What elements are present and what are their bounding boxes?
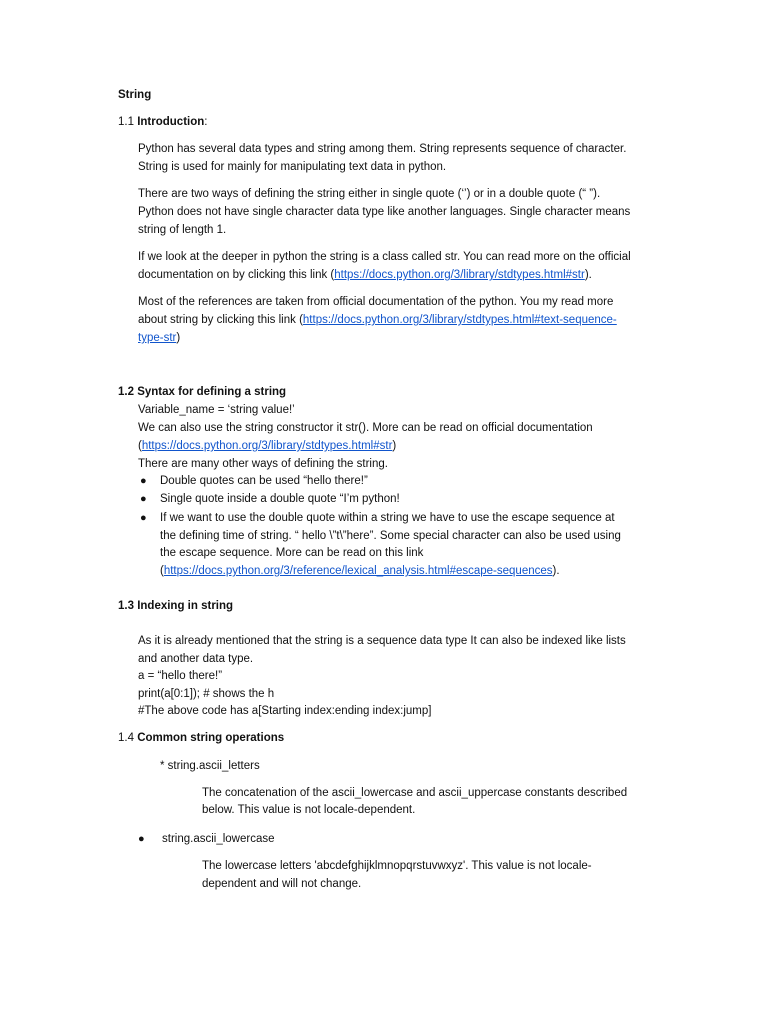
bullet-item-cont: the defining time of string. “ hello \”t\”here”. Some special character can also be used using: [160, 530, 621, 542]
intro-p3-text: documentation on by clicking this link (: [138, 269, 335, 281]
stdtypes-str-link-2[interactable]: https://docs.python.org/3/library/stdtypes.html#str: [141, 440, 393, 452]
bullet-item: Single quote inside a double quote “I’m python!: [160, 493, 400, 505]
syntax-line: There are many other ways of defining the string.: [138, 458, 388, 470]
text-sequence-type-link[interactable]: https://docs.python.org/3/library/stdtypes.html#text-sequence-: [302, 314, 617, 326]
section-number: 1.3: [118, 600, 134, 612]
section-number: 1.1: [118, 116, 134, 128]
operation-item: string.ascii_lowercase: [162, 833, 275, 845]
syntax-line: We can also use the string constructor it str(). More can be read on official documentation: [138, 422, 593, 434]
indexing-line: a = “hello there!”: [138, 670, 223, 682]
section-1-3-heading: [118, 598, 233, 615]
bullet-item-cont: the escape sequence. More can be read on this link: [160, 547, 424, 559]
syntax-text: ): [392, 440, 397, 452]
operation-desc: dependent and will not change.: [202, 878, 362, 890]
intro-p4-text: about string by clicking this link (: [138, 314, 303, 326]
section-number: 1.4: [118, 732, 134, 744]
bullet-icon: ●: [140, 512, 147, 524]
escape-sequences-link[interactable]: https://docs.python.org/3/reference/lexical_analysis.html#escape-sequences: [163, 565, 553, 577]
stdtypes-str-link[interactable]: https://docs.python.org/3/library/stdtypes.html#str: [334, 269, 585, 281]
bullet-icon: ●: [140, 475, 147, 487]
bullet-item-cont: [160, 563, 560, 580]
intro-p4-line: [138, 312, 617, 329]
bullet-item: If we want to use the double quote within a string we have to use the escape sequence at: [160, 512, 615, 524]
bullet-icon: ●: [138, 833, 145, 845]
intro-p2-line: Python does not have single character data type like another languages. Single character means: [138, 206, 631, 218]
operation-desc: below. This value is not locale-dependent.: [202, 804, 416, 816]
intro-p4-line: Most of the references are taken from official documentation of the python. You my read more: [138, 296, 614, 308]
indexing-line: #The above code has a[Starting index:ending index:jump]: [138, 705, 432, 717]
heading-colon: :: [204, 116, 208, 128]
section-number: 1.2: [118, 386, 134, 398]
section-title: Indexing in string: [137, 600, 234, 612]
intro-p4-line: [138, 330, 180, 347]
section-title: Common string operations: [137, 732, 285, 744]
indexing-line: print(a[0:1]); # shows the h: [138, 688, 275, 700]
intro-p3-line: [138, 267, 592, 284]
bullet-text: ).: [552, 565, 560, 577]
syntax-text: (: [138, 440, 142, 452]
text-sequence-type-link-cont[interactable]: type-str: [138, 332, 177, 344]
doc-title: String: [118, 89, 152, 101]
intro-p2-line: string of length 1.: [138, 224, 227, 236]
syntax-line: [138, 438, 396, 455]
section-title: Introduction: [137, 116, 205, 128]
intro-p1-line: String is used for mainly for manipulating text data in python.: [138, 161, 447, 173]
section-title: Syntax for defining a string: [137, 386, 287, 398]
section-1-4-heading: [118, 730, 284, 747]
intro-p3-text: ).: [584, 269, 592, 281]
section-1-2-heading: [118, 384, 286, 401]
section-1-1-heading: [118, 114, 207, 131]
operation-desc: The concatenation of the ascii_lowercase and ascii_uppercase constants described: [202, 787, 628, 799]
intro-p2-line: There are two ways of defining the string either in single quote (‘’) or in a double quote (“ ”).: [138, 188, 601, 200]
indexing-line: and another data type.: [138, 653, 254, 665]
syntax-line: Variable_name = ‘string value!’: [138, 404, 295, 416]
operation-item: * string.ascii_letters: [160, 760, 260, 772]
operation-desc: The lowercase letters 'abcdefghijklmnopqrstuvwxyz'. This value is not locale-: [202, 860, 592, 872]
indexing-line: As it is already mentioned that the string is a sequence data type It can also be indexed like lists: [138, 635, 626, 647]
intro-p1-line: Python has several data types and string among them. String represents sequence of character.: [138, 143, 627, 155]
bullet-item: Double quotes can be used “hello there!”: [160, 475, 368, 487]
bullet-text: (: [160, 565, 164, 577]
intro-p3-line: If we look at the deeper in python the string is a class called str. You can read more on the official: [138, 251, 631, 263]
intro-p4-text: ): [176, 332, 181, 344]
bullet-icon: ●: [140, 493, 147, 505]
